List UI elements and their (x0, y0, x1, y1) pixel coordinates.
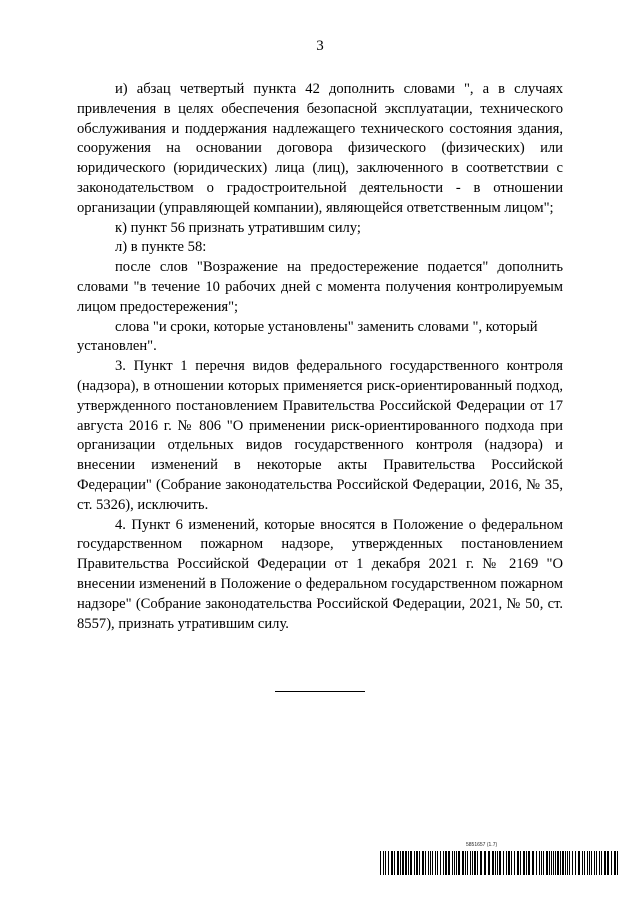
document-body (77, 80, 563, 634)
paragraph-i: и) абзац четвертый пункта 42 дополнить словами ", а в случаях привлечения в целях обеспечения безопасной эксплуатации, технического обслуживания и поддержания надлежащего технического состояния здания, сооружения на основании договора физического (физических) или юридического (юридических) лица (лиц), заключенного в соответствии с законодательством о градостроительной деятельности - в отношении организации (управляющей компании), являющейся ответственным лицом"; (77, 81, 563, 216)
paragraph-l-replacement: слова "и сроки, которые установлены" заменить словами ", который установлен". (77, 318, 538, 355)
paragraph-l: л) в пункте 58: (115, 239, 207, 256)
paragraph-4: 4. Пункт 6 изменений, которые вносятся в Положение о федеральном государственном пожарном надзоре, утвержденных постановлением Правительства Российской Федерации от 1 декабря 2021 г. № 2169 "О внесении изменений в Положение о федеральном государственном пожарном надзоре" (Собрание законодательства Российской Федерации, 2021, № 50, ст. 8557), признать утратившим силу. (77, 516, 563, 632)
barcode-icon (380, 851, 620, 875)
paragraph-3: 3. Пункт 1 перечня видов федерального государственного контроля (надзора), в отношении которых применяется риск-ориентированный подход, утвержденного постановлением Правительства Российской Федерации от 17 августа 2016 г. № 806 "О применении риск-ориентированного подхода при организации отдельных видов государственного контроля (надзора) и внесении изменений в некоторые акты Правительства Российской Федерации" (Собрание законодательства Российской Федерации, 2016, № 35, ст. 5326), исключить. (77, 358, 563, 513)
end-separator-line (275, 691, 365, 692)
paragraph-k: к) пункт 56 признать утратившим силу; (115, 219, 361, 236)
page-number: 3 (316, 38, 324, 54)
barcode-code: 5851657 (1.7) (466, 842, 498, 848)
paragraph-l-addition: после слов "Возражение на предостережение подается" дополнить словами "в течение 10 рабочих дней с момента получения контролируемым лицом предостережения"; (77, 259, 563, 315)
